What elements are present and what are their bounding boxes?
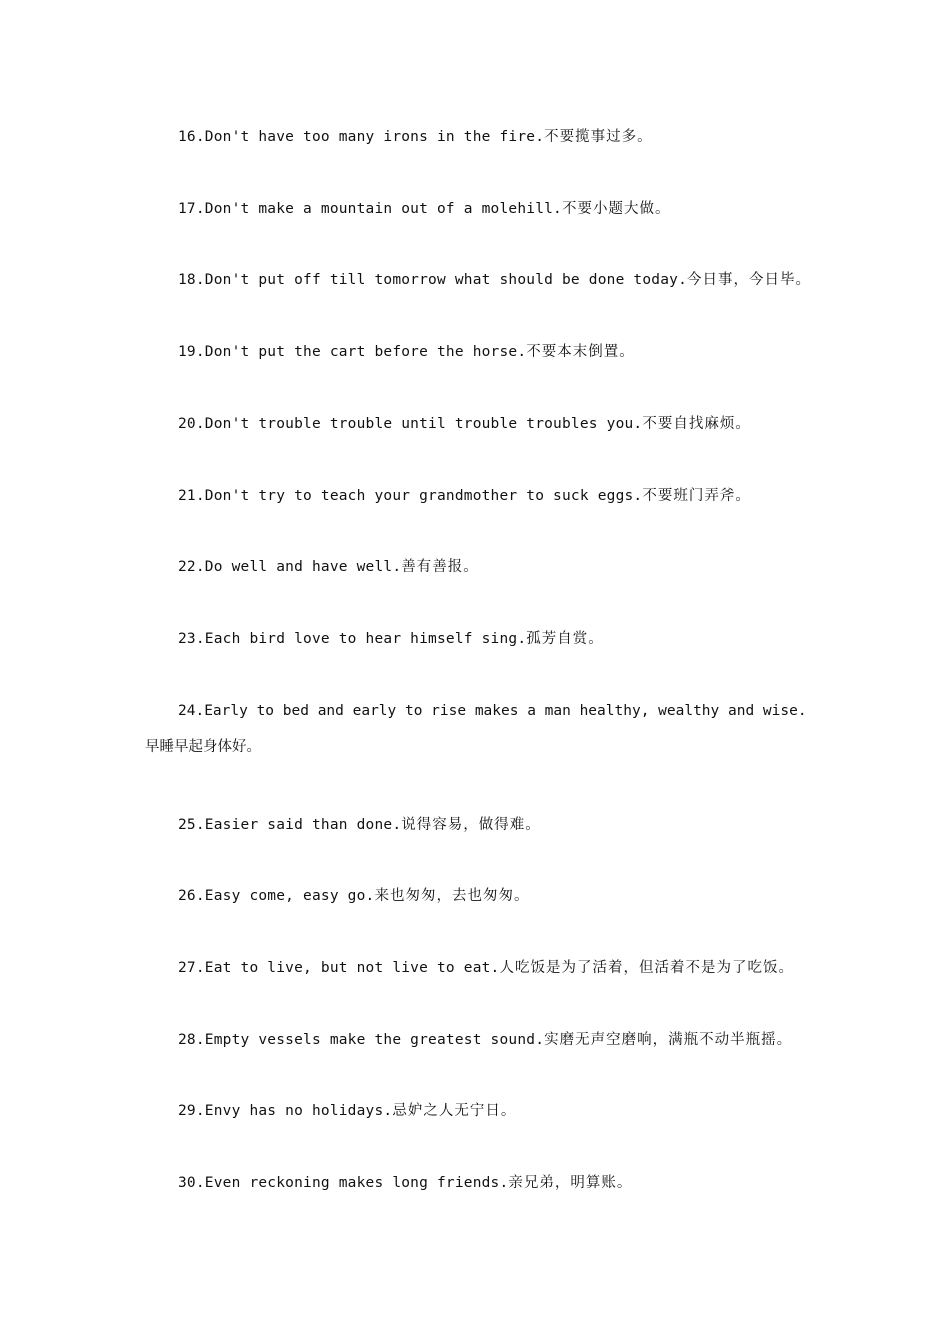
proverb-chinese: 不要小题大做。 <box>562 201 671 217</box>
proverb-english: Do well and have well. <box>204 559 402 575</box>
proverb-number: 25. <box>178 817 205 833</box>
proverb-english: Don't make a mountain out of a molehill. <box>204 201 562 217</box>
proverb-english: Don't put off till tomorrow what should be done today. <box>204 272 688 288</box>
proverb-line-23 <box>178 629 604 649</box>
proverb-line-19 <box>178 342 635 362</box>
proverb-chinese: 亲兄弟，明算账。 <box>508 1175 633 1191</box>
proverb-number: 29. <box>178 1103 205 1119</box>
proverb-chinese: 不要本末倒置。 <box>526 344 635 360</box>
proverb-english: Envy has no holidays. <box>204 1103 393 1119</box>
proverb-english: Don't trouble trouble until trouble troubles you. <box>204 416 643 432</box>
proverb-line-16 <box>178 127 653 147</box>
proverb-chinese: 忌妒之人无宁日。 <box>392 1103 517 1119</box>
proverb-number: 20. <box>178 416 205 432</box>
proverb-line-22 <box>178 557 479 577</box>
proverb-number: 30. <box>178 1175 205 1191</box>
proverb-number: 17. <box>178 201 205 217</box>
proverb-number: 16. <box>178 129 205 145</box>
proverb-english: Easier said than done. <box>204 817 402 833</box>
proverb-chinese: 善有善报。 <box>401 559 479 575</box>
proverb-number: 24. <box>178 703 205 719</box>
proverb-number: 18. <box>178 272 205 288</box>
proverb-english: Empty vessels make the greatest sound. <box>204 1032 545 1048</box>
proverb-english: Early to bed and early to rise makes a man healthy, wealthy and wise. <box>204 703 807 719</box>
proverb-line-30 <box>178 1173 632 1193</box>
proverb-english: Don't have too many irons in the fire. <box>204 129 545 145</box>
proverb-line-24 <box>145 693 810 765</box>
proverb-line-17 <box>178 199 671 219</box>
proverb-line-25 <box>178 815 541 835</box>
proverb-english: Don't try to teach your grandmother to suck eggs. <box>204 488 643 504</box>
proverb-line-18 <box>178 270 811 290</box>
proverb-line-26 <box>178 886 529 906</box>
proverb-chinese: 早睡早起身体好。 <box>145 739 261 755</box>
proverb-chinese: 人吃饭是为了活着，但活着不是为了吃饭。 <box>499 960 794 976</box>
proverb-chinese: 说得容易，做得难。 <box>401 817 541 833</box>
proverb-number: 21. <box>178 488 205 504</box>
proverb-english: Easy come, easy go. <box>204 888 375 904</box>
proverb-chinese: 不要自找麻烦。 <box>642 416 751 432</box>
proverb-number: 22. <box>178 559 205 575</box>
proverb-number: 27. <box>178 960 205 976</box>
proverb-chinese: 来也匆匆，去也匆匆。 <box>374 888 530 904</box>
proverb-english: Each bird love to hear himself sing. <box>204 631 527 647</box>
proverb-number: 26. <box>178 888 205 904</box>
proverb-number: 28. <box>178 1032 205 1048</box>
proverb-english: Eat to live, but not live to eat. <box>204 960 500 976</box>
proverb-english: Even reckoning makes long friends. <box>204 1175 509 1191</box>
proverb-line-20 <box>178 414 751 434</box>
proverb-line-27 <box>178 958 794 978</box>
proverb-chinese: 实磨无声空磨响，满瓶不动半瓶摇。 <box>544 1032 793 1048</box>
proverb-line-29 <box>178 1101 516 1121</box>
proverb-chinese: 不要揽事过多。 <box>544 129 653 145</box>
proverb-chinese: 今日事，今日毕。 <box>687 272 812 288</box>
proverb-chinese: 不要班门弄斧。 <box>642 488 751 504</box>
proverb-english: Don't put the cart before the horse. <box>204 344 527 360</box>
proverb-line-21 <box>178 486 751 506</box>
proverb-chinese: 孤芳自赏。 <box>526 631 604 647</box>
proverb-line-28 <box>178 1030 792 1050</box>
proverb-number: 19. <box>178 344 205 360</box>
proverb-number: 23. <box>178 631 205 647</box>
